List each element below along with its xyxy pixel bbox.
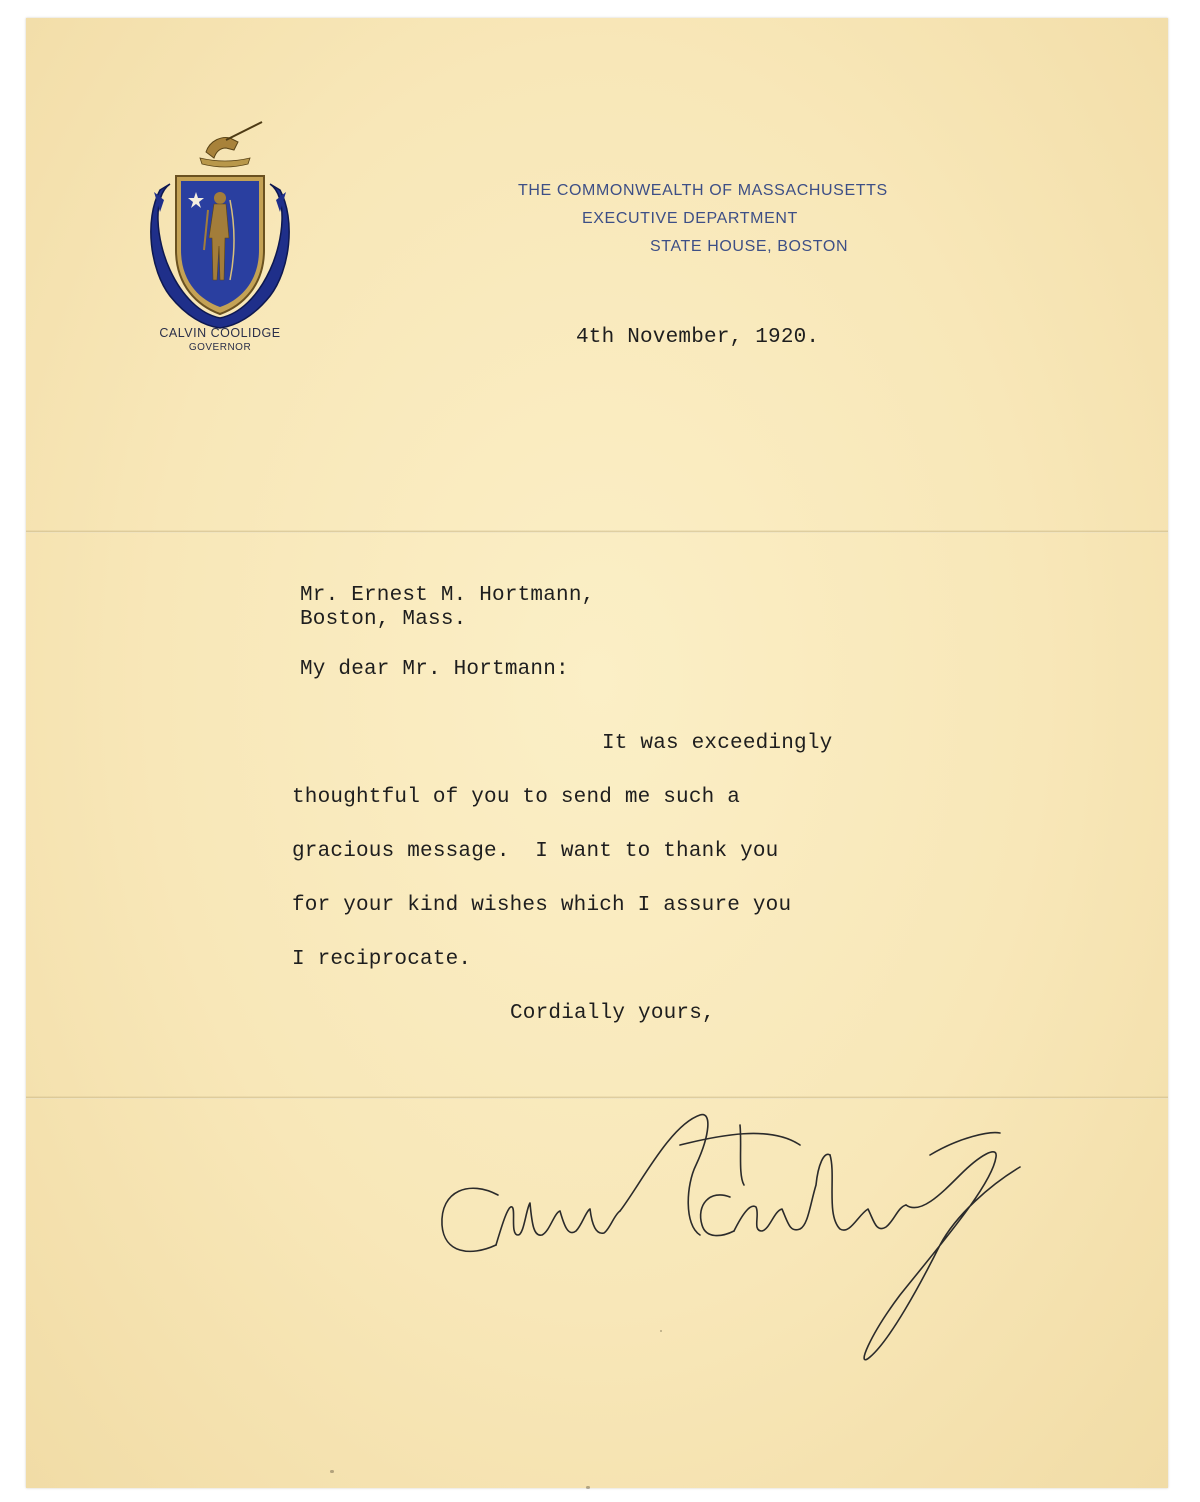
- body-line: thoughtful of you to send me such a: [292, 786, 741, 809]
- letterhead-line-2: EXECUTIVE DEPARTMENT: [582, 210, 798, 227]
- paper-speck: [586, 1486, 590, 1489]
- letterhead-line-3: STATE HOUSE, BOSTON: [650, 238, 849, 255]
- body-line: It was exceedingly: [602, 732, 833, 755]
- letter-date: 4th November, 1920.: [576, 326, 820, 349]
- paper-speck: [330, 1470, 334, 1473]
- salutation: My dear Mr. Hortmann:: [300, 658, 569, 681]
- letterhead-line-1: THE COMMONWEALTH OF MASSACHUSETTS: [518, 182, 888, 199]
- governor-name: CALVIN COOLIDGE: [159, 326, 281, 340]
- seal-crest-icon: [200, 122, 262, 167]
- recipient-name: Mr. Ernest M. Hortmann,: [300, 584, 595, 607]
- paper-fold-upper: [26, 530, 1168, 533]
- governor-block: [130, 326, 310, 353]
- massachusetts-seal-icon: [130, 100, 310, 330]
- governor-title: GOVERNOR: [188, 342, 252, 353]
- paper-speck: [660, 1330, 662, 1332]
- closing: Cordially yours,: [510, 1002, 715, 1025]
- body-line: for your kind wishes which I assure you: [292, 894, 792, 917]
- recipient-city: Boston, Mass.: [300, 608, 467, 631]
- body-line: gracious message. I want to thank you: [292, 840, 779, 863]
- signature-image: [400, 1085, 1040, 1385]
- seal-shield-icon: [176, 176, 264, 314]
- body-line: I reciprocate.: [292, 948, 472, 971]
